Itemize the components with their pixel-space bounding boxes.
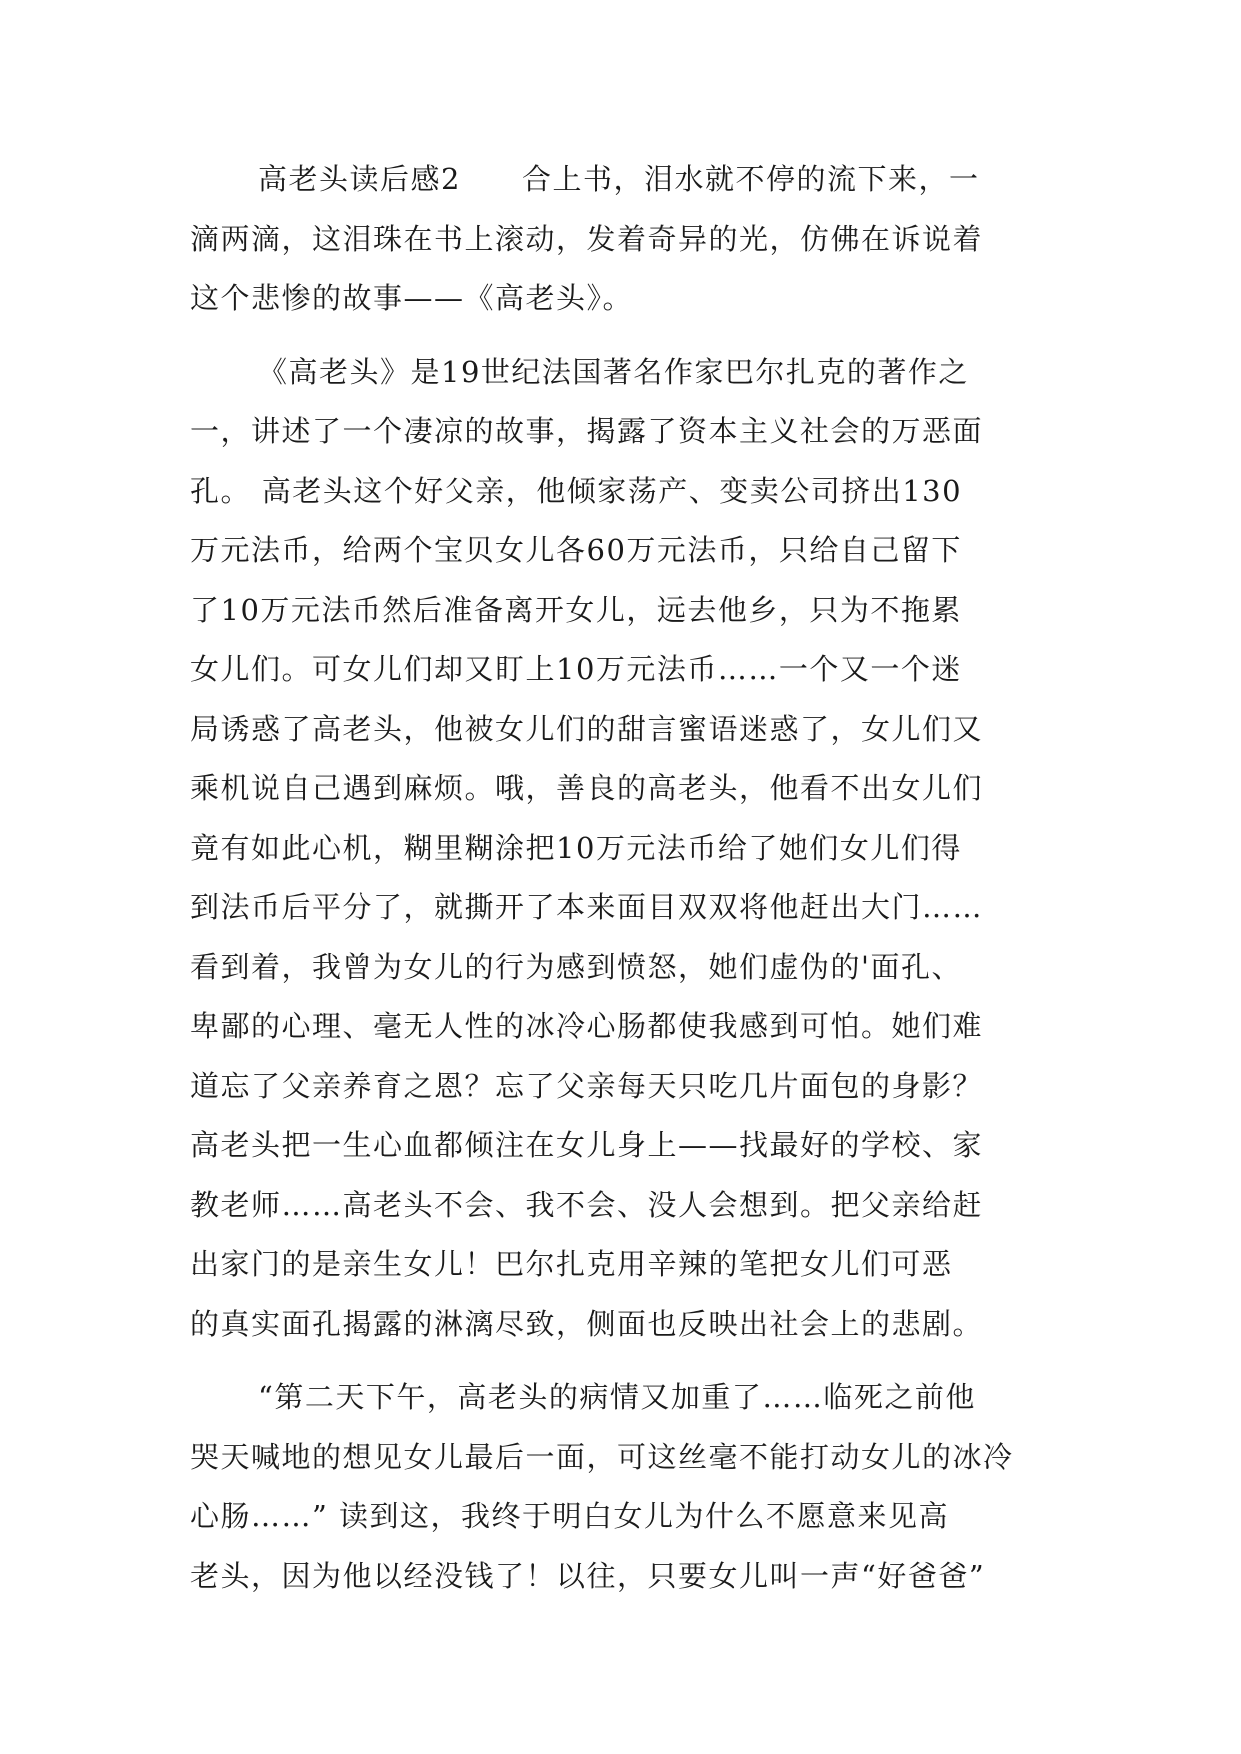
text-line-4: 《高老头》是19世纪法国著名作家巴尔扎克的著作之 [258, 354, 969, 389]
essay-body [190, 150, 1060, 1606]
text-line-8: 了10万元法币然后准备离开女儿，远去他乡，只为不拖累 [190, 592, 962, 627]
text-line-21: “第二天下午，高老头的病情又加重了……临死之前他 [258, 1380, 976, 1414]
text-line-9: 女儿们。可女儿们却又盯上10万元法币……一个又一个迷 [190, 652, 962, 686]
text-line-24: 老头，因为他以经没钱了！以往，只要女儿叫一声“好爸爸” [190, 1558, 986, 1593]
text-line-1: 高老头读后感2 合上书，泪水就不停的流下来，一 [258, 162, 980, 196]
text-line-15: 卑鄙的心理、毫无人性的冰冷心肠都使我感到可怕。她们难 [190, 1009, 984, 1043]
text-line-10: 局诱惑了高老头，他被女儿们的甜言蜜语迷惑了，女儿们又 [190, 711, 984, 746]
text-line-12: 竟有如此心机，糊里糊涂把10万元法币给了她们女儿们得 [190, 830, 962, 865]
text-line-23: 心肠……” 读到这，我终于明白女儿为什么不愿意来见高 [190, 1499, 950, 1533]
text-line-17: 高老头把一生心血都倾注在女儿身上——找最好的学校、家 [190, 1128, 984, 1162]
text-line-22: 哭天喊地的想见女儿最后一面，可这丝毫不能打动女儿的冰冷 [190, 1439, 1014, 1474]
text-line-18: 教老师……高老头不会、我不会、没人会想到。把父亲给赶 [190, 1187, 984, 1222]
text-line-20: 的真实面孔揭露的淋漓尽致，侧面也反映出社会上的悲剧。 [190, 1306, 984, 1341]
text-line-5: 一，讲述了一个凄凉的故事，揭露了资本主义社会的万恶面 [190, 414, 984, 448]
text-line-11: 乘机说自己遇到麻烦。哦，善良的高老头，他看不出女儿们 [190, 771, 984, 805]
text-line-19: 出家门的是亲生女儿！巴尔扎克用辛辣的笔把女儿们可恶 [190, 1247, 953, 1281]
text-line-13: 到法币后平分了，就撕开了本来面目双双将他赶出大门…… [190, 890, 984, 924]
text-line-2: 滴两滴，这泪珠在书上滚动，发着奇异的光，仿佛在诉说着 [190, 221, 984, 256]
text-line-16: 道忘了父亲养育之恩？忘了父亲每天只吃几片面包的身影？ [190, 1068, 984, 1103]
text-line-3: 这个悲惨的故事——《高老头》。 [190, 281, 634, 315]
text-line-14: 看到着，我曾为女儿的行为感到愤怒，她们虚伪的'面孔、 [190, 949, 962, 984]
text-line-7: 万元法币，给两个宝贝女儿各60万元法币，只给自己留下 [190, 533, 962, 567]
text-line-6: 孔。 高老头这个好父亲，他倾家荡产、变卖公司挤出130 [190, 473, 963, 508]
